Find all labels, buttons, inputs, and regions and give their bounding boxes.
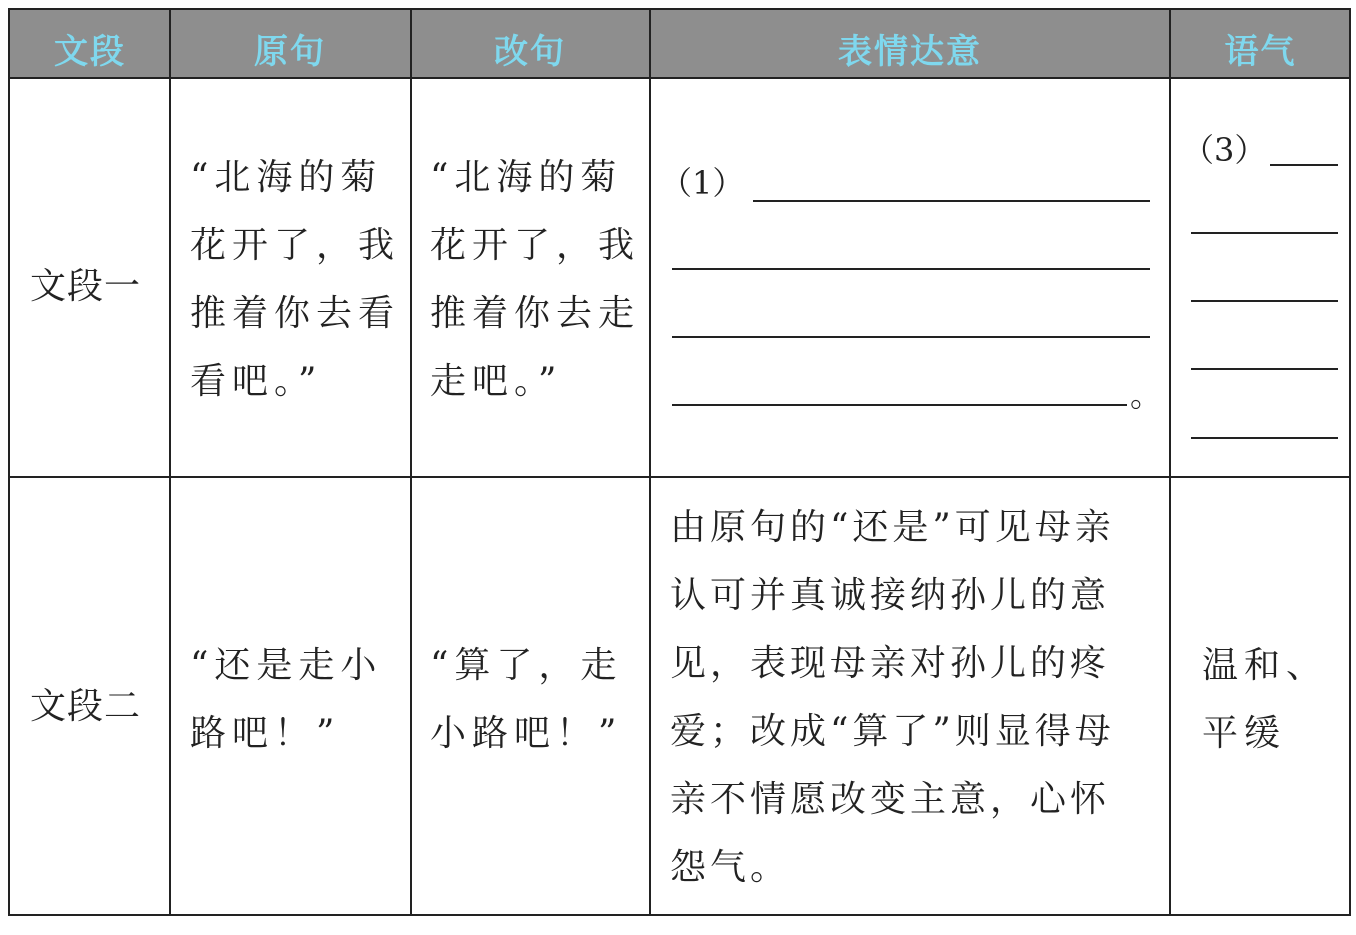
row2-revised <box>430 632 622 768</box>
row1-meaning-marker: （1） <box>660 164 745 202</box>
answer-blank-1c[interactable] <box>672 336 1150 338</box>
row1-revised <box>430 144 640 416</box>
row2-meaning <box>670 494 1115 902</box>
header-revised: 改句 <box>494 32 566 72</box>
header-cell-tone <box>1170 10 1351 78</box>
answer-blank-3e[interactable] <box>1191 437 1338 439</box>
row1-revised-line: 推着你去走 <box>430 293 641 334</box>
row2-original-line: 路吧！” <box>190 713 341 754</box>
header-row <box>10 10 1349 78</box>
row1-revised-line: 走吧。” <box>430 361 563 402</box>
row2-meaning-line: 爱；改成“算了”则显得母 <box>670 711 1115 752</box>
row2-meaning-line: 见，表现母亲对孙儿的疼 <box>670 643 1111 684</box>
header-tone: 语气 <box>1224 32 1297 72</box>
row1-original-line: “北海的菊 <box>190 157 383 198</box>
row1-tone-marker: （3） <box>1182 131 1267 169</box>
row2-meaning-line: 怨气。 <box>670 847 791 888</box>
answer-blank-3a[interactable] <box>1270 164 1338 166</box>
column-divider <box>169 10 171 914</box>
answer-table <box>8 8 1351 916</box>
header-meaning: 表情达意 <box>838 32 982 72</box>
column-divider <box>1169 10 1171 914</box>
row-divider <box>10 77 1349 79</box>
row2-meaning-line: 认可并真诚接纳孙儿的意 <box>670 575 1111 616</box>
row2-tone-line: 温和、 <box>1202 645 1329 686</box>
row1-original <box>190 144 400 416</box>
column-divider <box>649 10 651 914</box>
row1-meaning-end: 。 <box>1130 376 1163 414</box>
row2-tone-line: 平缓 <box>1202 713 1287 754</box>
header-cell-revised <box>410 10 650 78</box>
column-divider <box>410 10 412 914</box>
row2-revised-line: “算了，走 <box>430 645 623 686</box>
answer-blank-3c[interactable] <box>1191 300 1338 302</box>
row2-original-line: “还是走小 <box>190 645 383 686</box>
row2-tone <box>1202 632 1328 768</box>
row1-original-line: 花开了，我 <box>190 225 401 266</box>
row1-label: 文段一 <box>30 266 142 307</box>
header-paragraph: 文段 <box>54 32 126 72</box>
row1-revised-line: 花开了，我 <box>430 225 641 266</box>
row2-meaning-line: 亲不情愿改变主意，心怀 <box>670 779 1111 820</box>
row2-original <box>190 632 382 768</box>
answer-blank-3b[interactable] <box>1191 232 1338 234</box>
answer-blank-1b[interactable] <box>672 268 1150 270</box>
row1-original-line: 看吧。” <box>190 361 323 402</box>
header-original: 原句 <box>254 32 326 72</box>
answer-blank-1d[interactable] <box>672 404 1127 406</box>
row2-revised-line: 小路吧！” <box>430 713 623 754</box>
header-cell-paragraph <box>10 10 170 78</box>
answer-blank-1a[interactable] <box>753 200 1150 202</box>
row1-revised-line: “北海的菊 <box>430 157 623 198</box>
row2-label: 文段二 <box>30 686 142 727</box>
header-cell-original <box>170 10 410 78</box>
row-divider <box>10 476 1349 478</box>
header-cell-meaning <box>650 10 1170 78</box>
answer-blank-3d[interactable] <box>1191 368 1338 370</box>
row1-original-line: 推着你去看 <box>190 293 401 334</box>
row2-meaning-line: 由原句的“还是”可见母亲 <box>670 507 1115 548</box>
